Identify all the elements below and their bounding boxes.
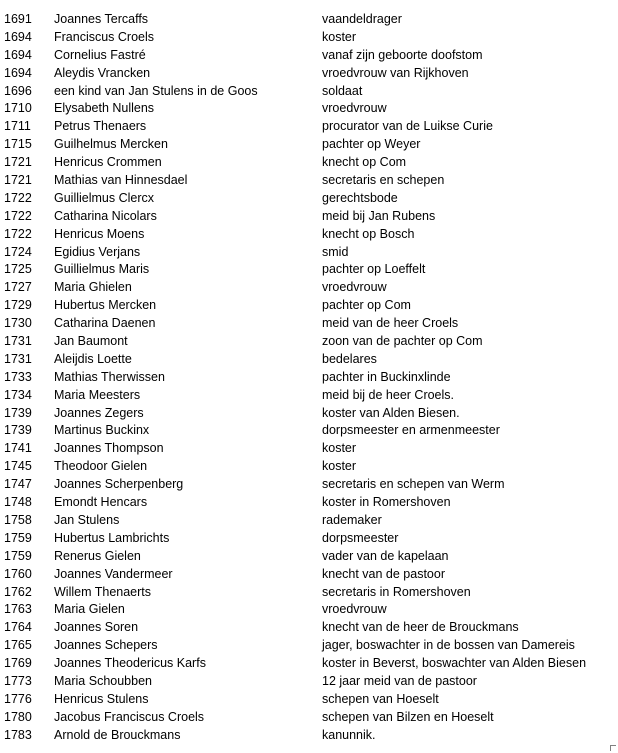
entry-year: 1733 xyxy=(4,369,32,384)
entry-name: Jan Baumont xyxy=(54,334,128,349)
entry-name: Petrus Thenaers xyxy=(54,119,147,134)
entry-description: meid van de heer Croels xyxy=(322,316,459,331)
list-item xyxy=(0,244,618,262)
entry-description: dorpsmeester en armenmeester xyxy=(322,423,500,438)
entry-description: vroedvrouw xyxy=(322,280,387,295)
list-item xyxy=(0,512,618,530)
entry-year: 1780 xyxy=(4,709,32,724)
entry-year: 1769 xyxy=(4,656,32,671)
list-item xyxy=(0,208,618,226)
entry-description: 12 jaar meid van de pastoor xyxy=(322,673,477,688)
entry-description: koster xyxy=(322,459,357,474)
entry-name: Catharina Nicolars xyxy=(54,208,157,223)
list-item xyxy=(0,422,618,440)
entry-year: 1722 xyxy=(4,226,32,241)
entry-name: Maria Schoubben xyxy=(54,673,152,688)
entry-description: knecht op Com xyxy=(322,155,407,170)
entry-description: jager, boswachter in de bossen van Damereis xyxy=(322,638,575,653)
entry-year: 1760 xyxy=(4,566,32,581)
entry-year: 1762 xyxy=(4,584,32,599)
entry-name: Aleijdis Loette xyxy=(54,351,132,366)
list-item xyxy=(0,154,618,172)
entry-description: rademaker xyxy=(322,512,382,527)
entry-description: meid bij de heer Croels. xyxy=(322,387,455,402)
entry-year: 1765 xyxy=(4,638,32,653)
entry-name: Jan Stulens xyxy=(54,512,120,527)
list-item xyxy=(0,637,618,655)
entry-year: 1783 xyxy=(4,727,32,742)
list-item xyxy=(0,673,618,691)
list-item xyxy=(0,351,618,369)
entry-description: knecht van de heer de Brouckmans xyxy=(322,620,519,635)
entry-name: Guillielmus Clercx xyxy=(54,190,155,205)
entry-description: secretaris en schepen xyxy=(322,173,445,188)
entry-description: soldaat xyxy=(322,83,363,98)
entry-year: 1722 xyxy=(4,190,32,205)
entry-name: Joannes Thompson xyxy=(54,441,164,456)
entry-year: 1694 xyxy=(4,65,32,80)
entry-name: Willem Thenaerts xyxy=(54,584,152,599)
entry-name: Henricus Crommen xyxy=(54,155,162,170)
document-list xyxy=(0,11,618,745)
entry-year: 1694 xyxy=(4,47,32,62)
list-item xyxy=(0,387,618,405)
entry-name: Martinus Buckinx xyxy=(54,423,150,438)
entry-description: dorpsmeester xyxy=(322,530,399,545)
entry-description: knecht van de pastoor xyxy=(322,566,445,581)
entry-description: secretaris in Romershoven xyxy=(322,584,471,599)
entry-year: 1725 xyxy=(4,262,32,277)
list-item xyxy=(0,655,618,673)
list-item xyxy=(0,494,618,512)
entry-description: gerechtsbode xyxy=(322,190,398,205)
entry-name: Henricus Moens xyxy=(54,226,145,241)
entry-name: Hubertus Lambrichts xyxy=(54,530,170,545)
entry-name: Joannes Theodericus Karfs xyxy=(54,656,206,671)
list-item xyxy=(0,530,618,548)
entry-year: 1691 xyxy=(4,12,32,26)
entry-name: Maria Ghielen xyxy=(54,280,132,295)
entry-name: Joannes Schepers xyxy=(54,638,158,653)
entry-name: Mathias van Hinnesdael xyxy=(54,173,188,188)
entry-name: Mathias Therwissen xyxy=(54,369,165,384)
entry-year: 1764 xyxy=(4,620,32,635)
list-item xyxy=(0,172,618,190)
entry-description: vroedvrouw van Rijkhoven xyxy=(322,65,469,80)
entry-name: Cornelius Fastré xyxy=(54,47,146,62)
list-item xyxy=(0,691,618,709)
entry-description: kanunnik. xyxy=(322,727,376,742)
entry-name: Theodoor Gielen xyxy=(54,459,148,474)
entry-name: Joannes Tercaffs xyxy=(54,12,149,26)
entry-description: bedelares xyxy=(322,351,377,366)
entry-name: Joannes Scherpenberg xyxy=(54,477,184,492)
entry-description: vaandeldrager xyxy=(322,12,402,26)
list-item xyxy=(0,47,618,65)
list-item xyxy=(0,584,618,602)
list-item xyxy=(0,29,618,47)
entry-name: Renerus Gielen xyxy=(54,548,141,563)
list-item xyxy=(0,279,618,297)
entry-year: 1759 xyxy=(4,530,32,545)
entry-description: vader van de kapelaan xyxy=(322,548,449,563)
entry-year: 1696 xyxy=(4,83,32,98)
list-item xyxy=(0,548,618,566)
entry-year: 1759 xyxy=(4,548,32,563)
entry-year: 1724 xyxy=(4,244,32,259)
entry-description: pachter in Buckinxlinde xyxy=(322,369,451,384)
entry-description: smid xyxy=(322,244,349,259)
entry-year: 1721 xyxy=(4,173,32,188)
entry-description: koster in Romershoven xyxy=(322,495,451,510)
list-item xyxy=(0,226,618,244)
list-item xyxy=(0,65,618,83)
entry-name: Aleydis Vrancken xyxy=(54,65,151,80)
entry-name: Catharina Daenen xyxy=(54,316,156,331)
entry-year: 1730 xyxy=(4,316,32,331)
list-item xyxy=(0,315,618,333)
entry-description: pachter op Com xyxy=(322,298,411,313)
list-item xyxy=(0,619,618,637)
entry-year: 1731 xyxy=(4,351,32,366)
entry-description: pachter op Loeffelt xyxy=(322,262,426,277)
entry-name: Guillielmus Maris xyxy=(54,262,150,277)
entry-description: vroedvrouw xyxy=(322,602,387,617)
entry-year: 1745 xyxy=(4,459,32,474)
entry-year: 1711 xyxy=(4,119,31,134)
list-item xyxy=(0,297,618,315)
entry-year: 1731 xyxy=(4,334,32,349)
entry-year: 1747 xyxy=(4,477,32,492)
list-item xyxy=(0,476,618,494)
entry-description: meid bij Jan Rubens xyxy=(322,208,436,223)
list-item xyxy=(0,190,618,208)
entry-year: 1776 xyxy=(4,691,32,706)
entry-year: 1694 xyxy=(4,29,32,44)
list-item xyxy=(0,261,618,279)
page-corner-mark xyxy=(610,745,616,751)
entry-description: knecht op Bosch xyxy=(322,226,415,241)
entry-year: 1710 xyxy=(4,101,32,116)
list-item xyxy=(0,11,618,29)
entry-name: een kind van Jan Stulens in de Goos xyxy=(54,83,258,98)
entry-year: 1739 xyxy=(4,405,32,420)
entry-year: 1721 xyxy=(4,155,32,170)
entry-name: Franciscus Croels xyxy=(54,29,155,44)
list-item xyxy=(0,601,618,619)
list-item xyxy=(0,118,618,136)
entry-name: Maria Meesters xyxy=(54,387,141,402)
entry-name: Arnold de Brouckmans xyxy=(54,727,181,742)
entry-description: vroedvrouw xyxy=(322,101,387,116)
entry-year: 1722 xyxy=(4,208,32,223)
entry-description: schepen van Bilzen en Hoeselt xyxy=(322,709,494,724)
entry-year: 1739 xyxy=(4,423,32,438)
entry-description: koster in Beverst, boswachter van Alden Biesen xyxy=(322,656,587,671)
entry-name: Maria Gielen xyxy=(54,602,125,617)
entry-name: Guilhelmus Mercken xyxy=(54,137,168,152)
entry-name: Joannes Zegers xyxy=(54,405,144,420)
entry-description: vanaf zijn geboorte doofstom xyxy=(322,47,483,62)
entry-name: Hubertus Mercken xyxy=(54,298,157,313)
list-item xyxy=(0,709,618,727)
entry-description: pachter op Weyer xyxy=(322,137,421,152)
list-item xyxy=(0,333,618,351)
entry-description: schepen van Hoeselt xyxy=(322,691,439,706)
entry-year: 1729 xyxy=(4,298,32,313)
entry-year: 1748 xyxy=(4,495,32,510)
entry-name: Elysabeth Nullens xyxy=(54,101,155,116)
entry-name: Henricus Stulens xyxy=(54,691,149,706)
list-item xyxy=(0,369,618,387)
entry-description: koster van Alden Biesen. xyxy=(322,405,460,420)
list-item xyxy=(0,136,618,154)
entry-name: Egidius Verjans xyxy=(54,244,141,259)
entry-description: procurator van de Luikse Curie xyxy=(322,119,493,134)
entry-year: 1758 xyxy=(4,512,32,527)
list-item xyxy=(0,566,618,584)
entry-year: 1763 xyxy=(4,602,32,617)
entry-name: Emondt Hencars xyxy=(54,495,148,510)
entry-year: 1741 xyxy=(4,441,32,456)
list-item xyxy=(0,405,618,423)
entry-description: secretaris en schepen van Werm xyxy=(322,477,505,492)
entry-year: 1734 xyxy=(4,387,32,402)
list-item xyxy=(0,100,618,118)
entry-name: Joannes Vandermeer xyxy=(54,566,173,581)
list-item xyxy=(0,458,618,476)
entry-description: koster xyxy=(322,441,357,456)
entry-description: zoon van de pachter op Com xyxy=(322,334,483,349)
entry-name: Jacobus Franciscus Croels xyxy=(54,709,205,724)
entry-year: 1715 xyxy=(4,137,32,152)
entry-year: 1727 xyxy=(4,280,32,295)
list-item xyxy=(0,727,618,745)
list-item xyxy=(0,440,618,458)
list-item xyxy=(0,83,618,101)
entry-year: 1773 xyxy=(4,673,32,688)
entry-description: koster xyxy=(322,29,357,44)
entry-name: Joannes Soren xyxy=(54,620,139,635)
